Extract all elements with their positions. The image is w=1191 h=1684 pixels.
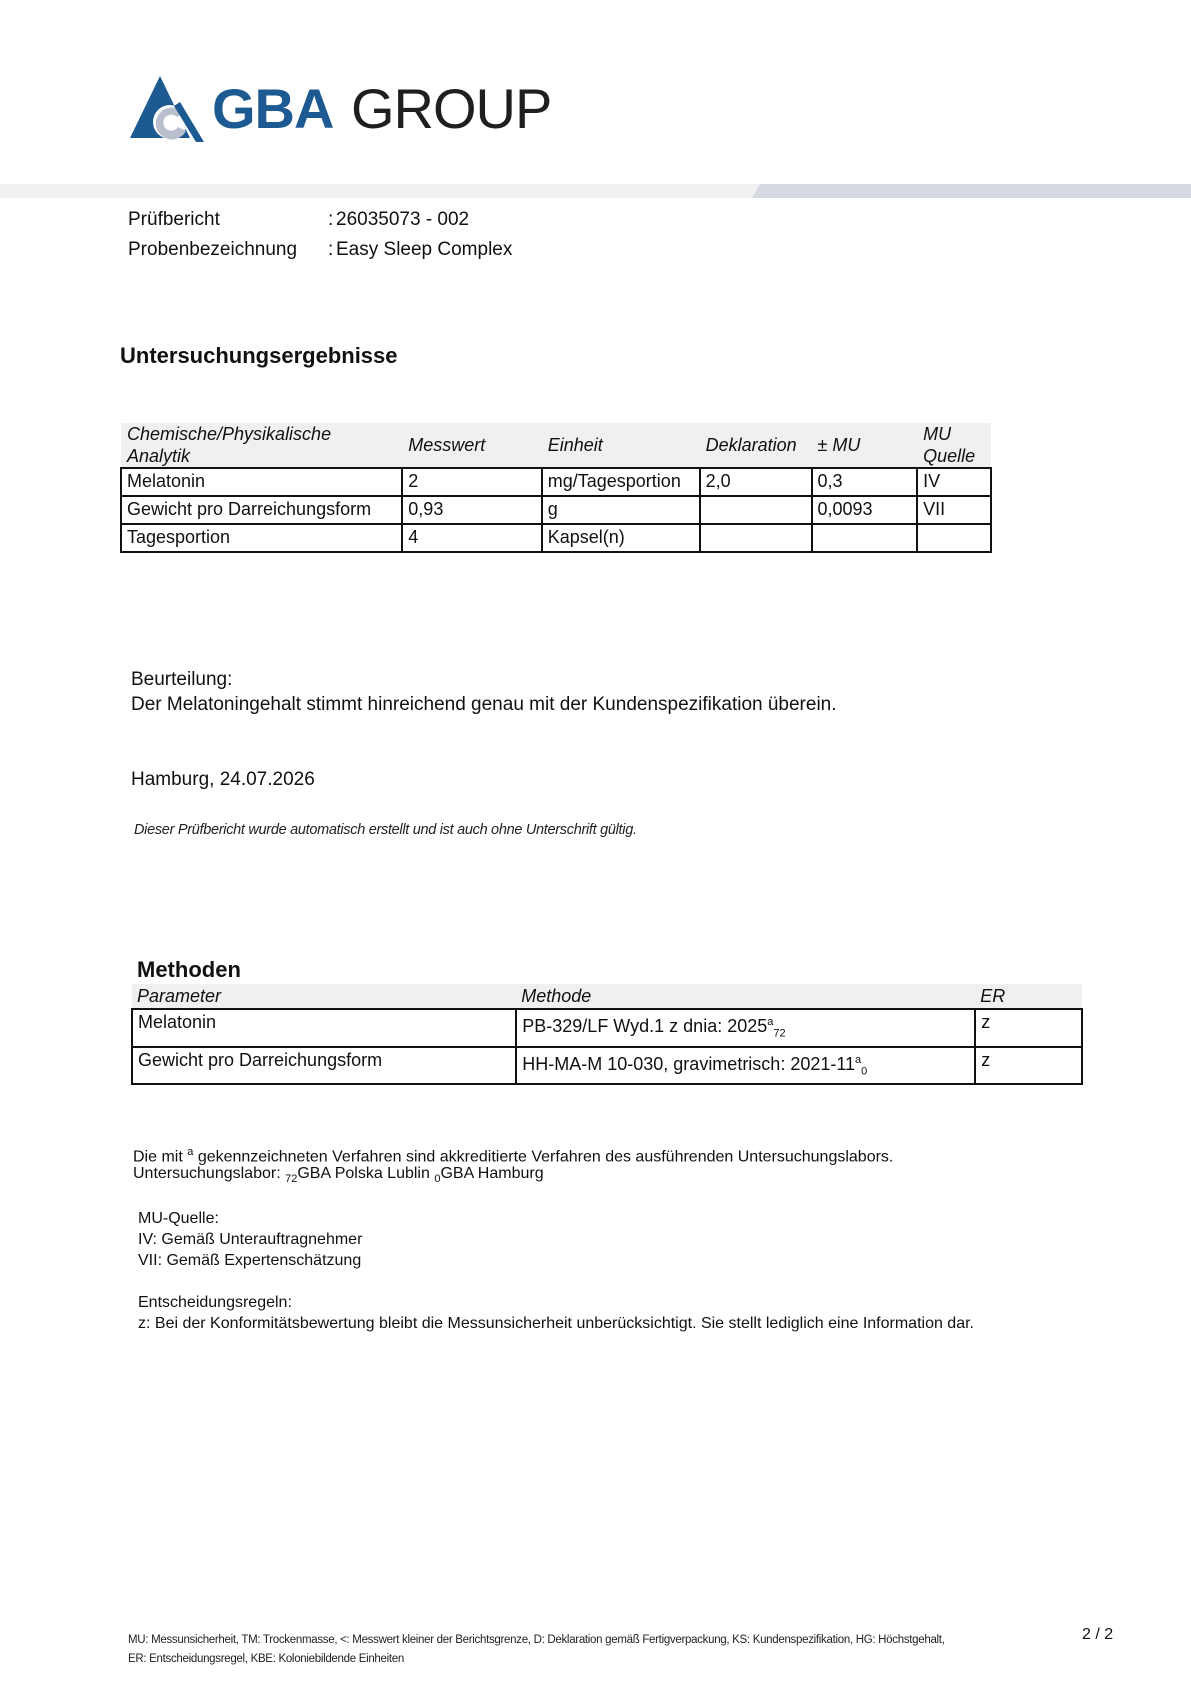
cell-einheit: Kapsel(n) [542,524,700,552]
mu-source-vii: VII: Gemäß Expertenschätzung [138,1252,362,1269]
methods-header-row [132,984,1082,1009]
cell-deklaration [700,524,812,552]
decision-rules-label: Entscheidungsregeln: [138,1294,292,1311]
cell-analytik: Tagesportion [121,524,402,552]
logo-text-group: GROUP [351,77,552,140]
cell-analytik: Gewicht pro Darreichungsform [121,496,402,524]
labs-line: Untersuchungslabor: $_{72}$GBA Polska Lublin $_0$GBA Hamburg [133,1165,544,1186]
sample-name-separator: : [328,239,334,260]
sample-name-label: Probenbezeichnung [128,239,298,260]
footer-abbreviations: MU: Messunsicherheit, TM: Trockenmasse, <: Messwert kleiner der Berichtsgrenze, D: Deklaration gemäß Fertigverpackung, KS: Kundenspezifikation, HG: Höchstgehalt, ER: Entscheidungsregel, KBE: Koloniebildende Einheiten [128,1634,945,1665]
col-header-mu: ± MU [812,423,918,468]
mu-source-label: MU-Quelle: [138,1210,219,1227]
place-date: Hamburg, 24.07.2026 [131,769,315,790]
cell-quelle: IV [917,468,991,496]
cell-methode: PB-329/LF Wyd.1 z dnia: $2025^a_{72}$ [516,1009,975,1047]
col-header-messwert: Messwert [402,423,541,468]
results-table [120,423,992,553]
cell-mu [812,524,918,552]
results-header-row [121,423,991,468]
col-header-einheit: Einheit [542,423,700,468]
cell-quelle: VII [917,496,991,524]
assessment-label: Beurteilung: [131,669,233,690]
cell-einheit: mg/Tagesportion [542,468,700,496]
cell-er: z [975,1009,1082,1047]
col-header-analytik: Chemische/Physikalische Analytik [121,423,402,468]
decision-rule-z: z: Bei der Konformitätsbewertung bleibt die Messunsicherheit unberücksichtigt. Sie stellt lediglich eine Information dar. [138,1315,974,1332]
cell-methode: HH-MA-M 10-030, gravimetrisch: $2021-11^a_0$ [516,1047,975,1085]
logo-text-gba: GBA [212,77,334,140]
mu-source-iv: IV: Gemäß Unterauftragnehmer [138,1231,363,1248]
page-number: 2 / 2 [1082,1626,1114,1643]
gba-group-logo [130,76,560,142]
table-row [121,468,991,496]
col-header-mu-quelle: MU Quelle [917,423,991,468]
report-number-separator: : [328,209,334,230]
logo-triangle-icon [130,76,204,142]
cell-er: z [975,1047,1082,1085]
cell-messwert: 0,93 [402,496,541,524]
sample-name-value: Easy Sleep Complex [336,239,513,260]
assessment-text: Der Melatoningehalt stimmt hinreichend genau mit der Kundenspezifikation überein. [131,694,837,715]
table-row [121,496,991,524]
col-header-methode: Methode [516,984,975,1009]
cell-einheit: g [542,496,700,524]
methods-heading: Methoden [137,957,241,982]
col-header-deklaration: Deklaration [700,423,812,468]
report-number-value: 26035073 - 002 [336,209,470,230]
cell-quelle [917,524,991,552]
cell-messwert: 2 [402,468,541,496]
cell-deklaration [700,496,812,524]
table-row [132,1009,1082,1047]
cell-parameter: Gewicht pro Darreichungsform [132,1047,516,1085]
cell-analytik: Melatonin [121,468,402,496]
cell-mu: 0,3 [812,468,918,496]
accreditation-note: Die mit $^a$ gekennzeichneten Verfahren sind akkreditierte Verfahren des ausführenden Untersuchungslabors. [133,1146,894,1166]
methods-table [131,984,1083,1085]
table-row [132,1047,1082,1085]
cell-messwert: 4 [402,524,541,552]
col-header-er: ER [975,984,1082,1009]
cell-parameter: Melatonin [132,1009,516,1047]
header-band [0,184,1191,198]
cell-mu: 0,0093 [812,496,918,524]
table-row [121,524,991,552]
cell-deklaration: 2,0 [700,468,812,496]
col-header-parameter: Parameter [132,984,516,1009]
results-heading: Untersuchungsergebnisse [120,343,398,368]
report-number-label: Prüfbericht [128,209,220,230]
auto-generated-note: Dieser Prüfbericht wurde automatisch erstellt und ist auch ohne Unterschrift gültig. [134,822,637,838]
